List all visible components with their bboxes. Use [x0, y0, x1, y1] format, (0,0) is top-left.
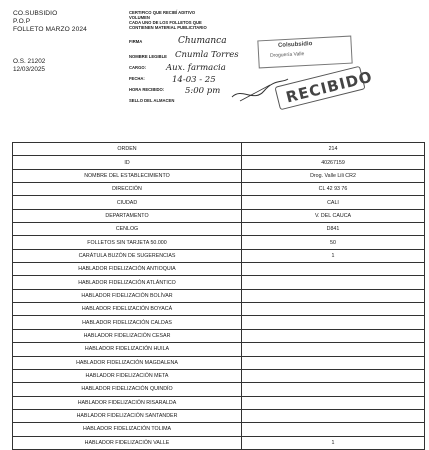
field-label-nombre: NOMBRE LEGIBLE [129, 54, 167, 59]
row-label: HABLADOR FIDELIZACIÓN CALDAS [13, 316, 242, 329]
row-value [242, 276, 425, 289]
cert-line: CADA UNO DE LOS FOLLETOS QUE [129, 20, 202, 25]
table-row [13, 303, 425, 316]
row-value: D841 [242, 223, 425, 236]
field-label-hora: HORA RECIBIDO: [129, 87, 165, 92]
row-label: HABLADOR FIDELIZACIÓN TOLIMA [13, 423, 242, 436]
row-value: 50 [242, 236, 425, 249]
row-value: CL 42 93 76 [242, 183, 425, 196]
order-number: O.S. 21202 [13, 58, 46, 65]
row-value: V. DEL CAUCA [242, 209, 425, 222]
row-value [242, 343, 425, 356]
delivery-table [12, 142, 425, 450]
signature-scribble: Chumanca [178, 36, 227, 46]
table-row [13, 183, 425, 196]
row-label: CARÁTULA BUZÓN DE SUGERENCIAS [13, 249, 242, 262]
row-value [242, 369, 425, 382]
row-label: CIUDAD [13, 196, 242, 209]
table-row [13, 409, 425, 422]
field-label-fecha: FECHA: [129, 76, 145, 81]
row-label: HABLADOR FIDELIZACIÓN META [13, 369, 242, 382]
stamp-subtitle: Droguería Valle [269, 51, 305, 59]
field-label-sello: SELLO DEL ALMACEN [129, 98, 175, 103]
row-label: DIRECCIÓN [13, 183, 242, 196]
row-label: DEPARTAMENTO [13, 209, 242, 222]
field-label-cargo: CARGO: [129, 65, 146, 70]
campaign-title: FOLLETO MARZO 2024 [13, 26, 87, 33]
order-block [13, 58, 45, 74]
row-value [242, 289, 425, 302]
cert-line: VOLUMEN [129, 15, 150, 20]
table-row [13, 196, 425, 209]
header-left [13, 10, 87, 34]
row-value [242, 263, 425, 276]
table-row [13, 276, 425, 289]
table-row [13, 236, 425, 249]
table-row [13, 289, 425, 302]
row-label: NOMBRE DEL ESTABLECIMIENTO [13, 169, 242, 182]
table-row [13, 209, 425, 222]
table-row [13, 156, 425, 169]
row-label: HABLADOR FIDELIZACIÓN MAGDALENA [13, 356, 242, 369]
cert-line: CERTIFICO QUE RECIBÍ ADITIVO [129, 10, 196, 15]
row-value: 1 [242, 436, 425, 449]
row-label: HABLADOR FIDELIZACIÓN VALLE [13, 436, 242, 449]
row-value: 214 [242, 143, 425, 156]
row-label: HABLADOR FIDELIZACIÓN QUINDÍO [13, 383, 242, 396]
table-row [13, 223, 425, 236]
row-value [242, 329, 425, 342]
table-row [13, 436, 425, 449]
cert-line: CONTIENEN MATERIAL PUBLICITARIO [129, 25, 207, 30]
row-value: 40267159 [242, 156, 425, 169]
row-label: HABLADOR FIDELIZACIÓN RISARALDA [13, 396, 242, 409]
row-value [242, 356, 425, 369]
field-label-firma: FIRMA [129, 39, 143, 44]
table-row [13, 423, 425, 436]
row-value [242, 383, 425, 396]
handwritten-fecha: 14-03 - 25 [172, 75, 216, 85]
row-label: HABLADOR FIDELIZACIÓN SANTANDER [13, 409, 242, 422]
table-row [13, 169, 425, 182]
row-label: HABLADOR FIDELIZACIÓN BOLÍVAR [13, 289, 242, 302]
row-value [242, 409, 425, 422]
row-label: CENLOG [13, 223, 242, 236]
row-value [242, 316, 425, 329]
table-row [13, 143, 425, 156]
row-label: HABLADOR FIDELIZACIÓN ANTIOQUIA [13, 263, 242, 276]
order-date: 12/03/2025 [13, 66, 45, 73]
department: P.O.P [13, 18, 31, 25]
table-row [13, 316, 425, 329]
table-row [13, 343, 425, 356]
table-row [13, 383, 425, 396]
handwritten-cargo: Aux. farmacia [166, 63, 226, 73]
row-label: FOLLETOS SIN TARJETA 50.000 [13, 236, 242, 249]
row-label: ID [13, 156, 242, 169]
table-row [13, 396, 425, 409]
received-stamp: RECIBIDO [284, 67, 375, 107]
stamp-title: Colsubsidio [277, 41, 313, 49]
table-row [13, 329, 425, 342]
row-value [242, 303, 425, 316]
row-value [242, 396, 425, 409]
table-row [13, 249, 425, 262]
row-value: Drog. Valle Lili CR2 [242, 169, 425, 182]
row-label: HABLADOR FIDELIZACIÓN HUILA [13, 343, 242, 356]
certification-text [129, 10, 249, 30]
row-label: ORDEN [13, 143, 242, 156]
row-label: HABLADOR FIDELIZACIÓN ATLÁNTICO [13, 276, 242, 289]
row-label: HABLADOR FIDELIZACIÓN BOYACÁ [13, 303, 242, 316]
table-row [13, 369, 425, 382]
handwritten-hora: 5:00 pm [185, 86, 221, 96]
row-value: 1 [242, 249, 425, 262]
row-value [242, 423, 425, 436]
table-row [13, 263, 425, 276]
handwritten-name: Cnumla Torres [175, 50, 239, 60]
row-value: CALI [242, 196, 425, 209]
row-label: HABLADOR FIDELIZACIÓN CESAR [13, 329, 242, 342]
company-name: CO.SUBSIDIO [13, 10, 58, 17]
table-row [13, 356, 425, 369]
